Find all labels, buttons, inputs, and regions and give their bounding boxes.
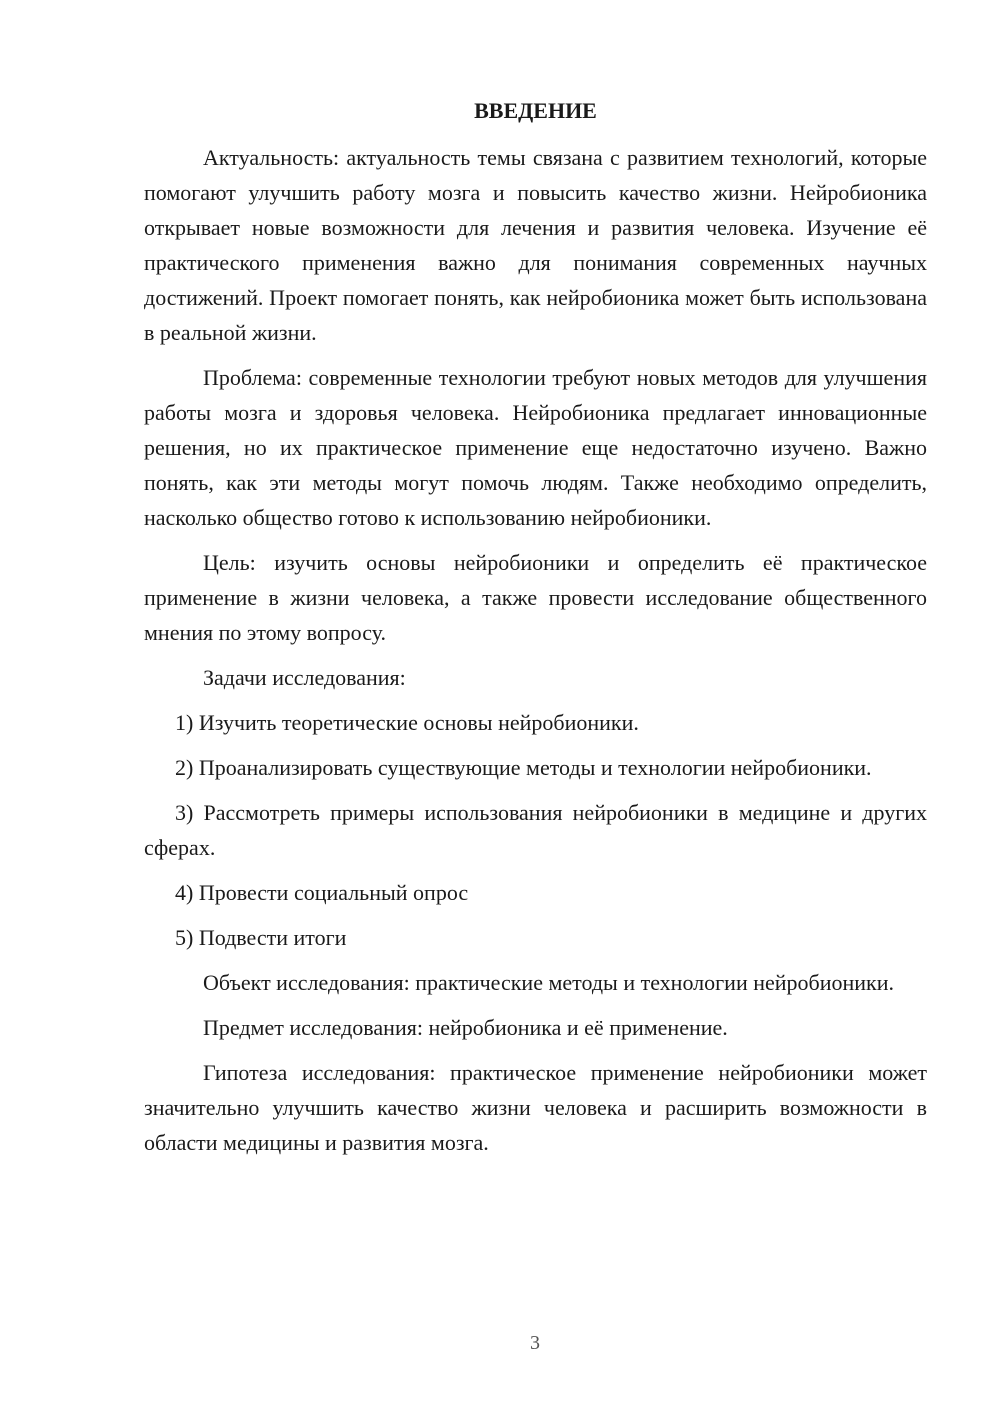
tasks-heading: Задачи исследования:: [203, 665, 406, 690]
paragraph-goal: Цель: изучить основы нейробионики и определить её практическое применение в жизни человека, а также провести исследование общественного мнения по этому вопросу.: [144, 550, 927, 645]
task-item-5: 5) Подвести итоги: [175, 925, 347, 950]
paragraph-object: Объект исследования: практические методы и технологии нейробионики.: [203, 970, 895, 995]
task-item-1: 1) Изучить теоретические основы нейробионики.: [175, 710, 639, 735]
page-content: [144, 96, 927, 1170]
paragraph-hypothesis: Гипотеза исследования: практическое применение нейробионики может значительно улучшить качество жизни человека и расширить возможности в области медицины и развития мозга.: [144, 1060, 927, 1155]
paragraph-subject: Предмет исследования: нейробионика и её применение.: [203, 1015, 728, 1040]
task-item-3: 3) Рассмотреть примеры использования нейробионики в медицине и других сферах.: [144, 800, 927, 860]
section-title: ВВЕДЕНИЕ: [474, 98, 597, 123]
task-item-2: 2) Проанализировать существующие методы и технологии нейробионики.: [175, 755, 872, 780]
page-number-container: [0, 1332, 1000, 1355]
task-item-4: 4) Провести социальный опрос: [175, 880, 469, 905]
page-number: 3: [530, 1332, 540, 1354]
paragraph-problem: Проблема: современные технологии требуют новых методов для улучшения работы мозга и здоровья человека. Нейробионика предлагает инновационные решения, но их практическое применение еще недостаточно изучено. Важно понять, как эти методы могут помочь людям. Также необходимо определить, насколько общество готово к использованию нейробионики.: [144, 365, 927, 530]
paragraph-relevance: Актуальность: актуальность темы связана с развитием технологий, которые помогают улучшить работу мозга и повысить качество жизни. Нейробионика открывает новые возможности для лечения и развития человека. Изучение её практического применения важно для понимания современных научных достижений. Проект помогает понять, как нейробионика может быть использована в реальной жизни.: [144, 145, 927, 345]
